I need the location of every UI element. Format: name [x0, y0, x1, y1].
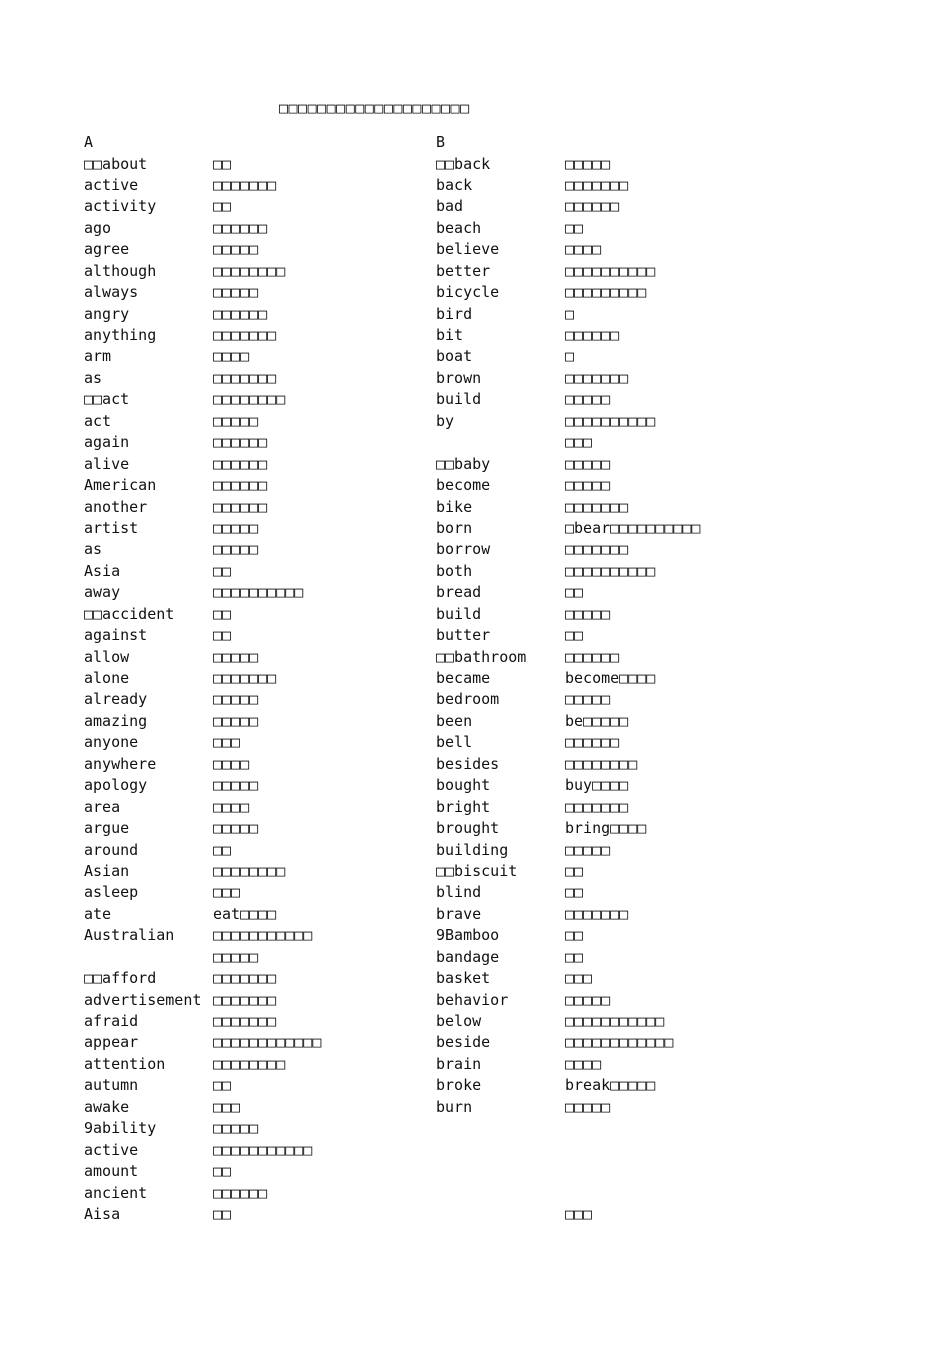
vocab-word: alone [84, 669, 130, 687]
vocab-row [84, 904, 277, 925]
vocab-word: already [84, 690, 148, 709]
vocab-meaning: □□□□□ [565, 690, 611, 709]
column-b-list [436, 154, 701, 1226]
vocab-meaning: □□ [213, 626, 232, 645]
vocab-word: ancient [84, 1183, 148, 1202]
vocab-row [84, 1054, 286, 1075]
vocab-word: asleep [84, 883, 139, 902]
vocab-meaning: □□□ [213, 883, 241, 902]
vocab-row [436, 818, 647, 839]
vocab-row [84, 797, 250, 818]
vocab-meaning: □□□□ [213, 797, 250, 816]
vocab-row [84, 196, 232, 217]
vocab-meaning: □□□□□ [565, 604, 611, 623]
vocab-row [84, 840, 232, 861]
vocab-row [436, 561, 656, 582]
vocab-meaning: □□□ [565, 1204, 593, 1223]
vocab-meaning: □□□ [213, 1097, 241, 1116]
vocab-word: act [84, 411, 112, 430]
vocab-row [436, 582, 584, 603]
vocab-word: bad [436, 197, 464, 216]
column-b-heading: B [436, 133, 446, 151]
vocab-meaning: □□□□□□□ [565, 797, 629, 816]
vocab-meaning: □□□□□□□□□□ [565, 261, 656, 280]
vocab-row [436, 218, 584, 239]
vocab-meaning: □□□□□□ [213, 454, 268, 473]
vocab-row [436, 1161, 445, 1182]
vocab-meaning: □□□□□□□□□□ [213, 583, 304, 602]
vocab-word: bird [436, 304, 473, 323]
vocab-row [84, 1075, 232, 1096]
vocab-meaning: □□□□□□□□ [213, 861, 286, 880]
vocab-row [84, 1097, 241, 1118]
vocab-row [436, 647, 620, 668]
vocab-row [436, 604, 611, 625]
vocab-meaning: □□□ [213, 733, 241, 752]
vocab-meaning: □□ [565, 218, 584, 237]
vocab-meaning: □□□□□□ [213, 497, 268, 516]
vocab-word: active [84, 1140, 139, 1159]
vocab-meaning: □□□□□ [213, 240, 259, 259]
vocab-row [84, 882, 241, 903]
vocab-word: besides [436, 754, 500, 773]
vocab-row [84, 647, 259, 668]
vocab-row [436, 1183, 445, 1204]
vocab-meaning: □□ [213, 561, 232, 580]
vocab-word: basket [436, 969, 491, 988]
vocab-meaning: □□□□□ [213, 518, 259, 537]
vocab-meaning: □□□□□ [213, 283, 259, 302]
column-a-list [84, 154, 322, 1226]
vocab-row [84, 668, 277, 689]
vocab-row [84, 604, 232, 625]
vocab-word: around [84, 840, 139, 859]
vocab-row [84, 497, 268, 518]
vocab-meaning: □□□□□□ [213, 476, 268, 495]
document-title: □□□□□□□□□□□□□□□□□□□□ [279, 99, 470, 117]
vocab-row [436, 1032, 674, 1053]
vocab-meaning: □□ [213, 1076, 232, 1095]
vocab-meaning: □□□□□□ [565, 326, 620, 344]
vocab-row [436, 968, 593, 989]
vocab-word: bicycle [436, 283, 500, 302]
vocab-row [436, 904, 629, 925]
vocab-word: been [436, 711, 473, 730]
vocab-row [436, 689, 611, 710]
vocab-row [436, 925, 584, 946]
vocab-row [436, 325, 620, 346]
vocab-row [436, 239, 602, 260]
vocab-meaning: □□□□□□ [213, 218, 268, 237]
vocab-row [84, 1032, 322, 1053]
vocab-word: bedroom [436, 690, 500, 709]
vocab-word: borrow [436, 540, 491, 559]
vocab-meaning: □□ [213, 1204, 232, 1223]
vocab-meaning: □□ [565, 883, 584, 902]
vocab-meaning: □□□□□ [565, 390, 611, 409]
vocab-meaning: be□□□□□ [565, 711, 629, 730]
vocab-meaning: □□□□□□□ [213, 1012, 277, 1030]
vocab-word: building [436, 840, 509, 859]
vocab-row [436, 711, 629, 732]
vocab-word: both [436, 561, 473, 580]
vocab-row [84, 711, 259, 732]
vocab-word: Asia [84, 561, 121, 580]
vocab-row [436, 625, 584, 646]
vocab-row [436, 432, 593, 453]
vocab-row [84, 475, 268, 496]
vocab-meaning: □□□□ [565, 1054, 602, 1073]
vocab-row [84, 1118, 259, 1139]
vocab-row [84, 1161, 232, 1182]
vocab-meaning: □□□□ [565, 240, 602, 259]
vocab-meaning: □□ [565, 947, 584, 966]
vocab-word: □□baby [436, 454, 491, 473]
vocab-row [84, 925, 313, 946]
vocab-meaning: □□ [213, 604, 232, 623]
vocab-word: boat [436, 347, 473, 366]
vocab-meaning: □□□ [565, 969, 593, 988]
vocab-meaning: □□□□□□□ [213, 368, 277, 387]
vocab-meaning: □□ [213, 840, 232, 859]
vocab-meaning: □□ [565, 926, 584, 945]
vocab-row [436, 1097, 611, 1118]
vocab-meaning: buy□□□□ [565, 776, 629, 795]
vocab-meaning: □□□□□□□□ [213, 1054, 286, 1073]
vocab-row [84, 389, 286, 410]
vocab-meaning: □□□□□□ [565, 733, 620, 752]
vocab-row [436, 346, 575, 367]
vocab-meaning: □□□□□ [213, 540, 259, 559]
vocab-word: become [436, 476, 491, 495]
vocab-word: always [84, 283, 139, 302]
vocab-meaning: □□□□□□□ [213, 326, 277, 344]
vocab-meaning: □□□□□□ [213, 304, 268, 323]
vocab-meaning: □□□□□ [565, 840, 611, 859]
vocab-row [84, 239, 259, 260]
vocab-word: born [436, 518, 473, 537]
vocab-word: □□back [436, 154, 491, 173]
vocab-row [436, 454, 611, 475]
column-b [436, 132, 701, 1225]
vocab-row [84, 732, 241, 753]
vocab-row [436, 947, 584, 968]
vocab-meaning: □□□□□ [213, 690, 259, 709]
vocab-word: against [84, 626, 148, 645]
vocab-row [84, 818, 259, 839]
vocab-word: angry [84, 304, 130, 323]
vocab-row [436, 282, 647, 303]
vocab-row [436, 475, 611, 496]
vocab-row [436, 1204, 593, 1225]
vocab-row [436, 518, 701, 539]
vocab-word: as [84, 540, 103, 559]
vocab-word: as [84, 368, 103, 387]
vocab-word: □□about [84, 154, 148, 173]
vocab-word: build [436, 604, 482, 623]
vocab-meaning: □□□□□□□□ [565, 754, 638, 773]
vocab-word: anywhere [84, 754, 157, 773]
vocab-row [436, 797, 629, 818]
vocab-meaning: □□□□□ [565, 454, 611, 473]
vocab-row [436, 304, 575, 325]
vocab-row [84, 561, 232, 582]
vocab-word: below [436, 1012, 482, 1030]
vocab-meaning: □□ [565, 861, 584, 880]
vocab-word: □□bathroom [436, 647, 527, 666]
vocab-row [84, 368, 277, 389]
vocab-word: apology [84, 776, 148, 795]
vocab-meaning: □□□□ [213, 347, 250, 366]
vocab-meaning: □□□□□□□□□□ [565, 411, 656, 430]
vocab-meaning: □□□□□□□ [565, 904, 629, 923]
vocab-row [84, 518, 259, 539]
vocab-row [84, 775, 259, 796]
vocab-meaning: □□□□□ [213, 1119, 259, 1138]
vocab-row [84, 689, 259, 710]
vocab-word: anyone [84, 733, 139, 752]
vocab-row [84, 754, 250, 775]
column-a-heading: A [84, 133, 94, 151]
vocab-meaning: □□□ [565, 433, 593, 452]
vocab-row [436, 196, 620, 217]
vocab-word: anything [84, 326, 157, 344]
vocab-meaning: □□□□□□□□□ [565, 283, 647, 302]
vocab-word: agree [84, 240, 130, 259]
vocab-row [436, 732, 620, 753]
vocab-meaning: □□□□□□ [213, 1183, 268, 1202]
vocab-word: brain [436, 1054, 482, 1073]
vocab-row [84, 1204, 232, 1225]
vocab-meaning: □□□□□□ [565, 197, 620, 216]
vocab-meaning: □□ [565, 626, 584, 645]
vocab-row [84, 947, 259, 968]
vocab-meaning: eat□□□□ [213, 904, 277, 923]
vocab-meaning: □□□□□□□□□□□ [213, 1140, 313, 1159]
vocab-word: □□act [84, 390, 130, 409]
vocab-row [436, 861, 584, 882]
vocab-meaning: □□□□□□□ [565, 497, 629, 516]
vocab-meaning: □□□□□□ [213, 433, 268, 452]
vocab-word: amount [84, 1162, 139, 1181]
vocab-meaning: □□ [213, 154, 232, 173]
vocab-word: although [84, 261, 157, 280]
vocab-word: better [436, 261, 491, 280]
vocab-meaning: □□□□□□□□□□□ [565, 1012, 665, 1030]
vocab-meaning: □□□□□□□ [565, 368, 629, 387]
vocab-row [84, 968, 277, 989]
vocab-row [436, 668, 656, 689]
vocab-word: alive [84, 454, 130, 473]
vocab-word: brave [436, 904, 482, 923]
vocab-row [84, 282, 259, 303]
vocab-row [436, 175, 629, 196]
vocab-row [84, 454, 268, 475]
vocab-row [436, 990, 611, 1011]
vocab-row [436, 1075, 656, 1096]
vocab-word: argue [84, 819, 130, 838]
vocab-word: area [84, 797, 121, 816]
vocab-word: bought [436, 776, 491, 795]
vocab-meaning: □□ [565, 583, 584, 602]
vocab-word: bright [436, 797, 491, 816]
vocab-meaning: □□□□□ [213, 647, 259, 666]
vocab-word: attention [84, 1054, 166, 1073]
vocab-word: □□accident [84, 604, 175, 623]
vocab-row [436, 775, 629, 796]
vocab-row [436, 368, 629, 389]
vocab-meaning: □□□□□□□ [213, 175, 277, 194]
vocab-meaning: □□□□□□□□□□□ [213, 926, 313, 945]
vocab-meaning: □□□□□□□ [565, 540, 629, 559]
vocab-row [436, 1140, 445, 1161]
vocab-word: again [84, 433, 130, 452]
vocab-word: away [84, 583, 121, 602]
vocab-row [436, 840, 611, 861]
vocab-row [84, 1183, 268, 1204]
vocab-meaning: □□□□□ [213, 776, 259, 795]
vocab-word: behavior [436, 990, 509, 1009]
vocab-row [84, 346, 250, 367]
vocab-meaning: bring□□□□ [565, 819, 647, 838]
vocab-word: artist [84, 518, 139, 537]
vocab-word: 9ability [84, 1119, 157, 1138]
vocab-word: became [436, 669, 491, 687]
vocab-meaning: □□□□□ [565, 1097, 611, 1116]
vocab-word: believe [436, 240, 500, 259]
vocab-word: bike [436, 497, 473, 516]
vocab-row [436, 1011, 665, 1032]
vocab-word: ate [84, 904, 112, 923]
vocab-row [84, 261, 286, 282]
vocab-row [84, 990, 277, 1011]
vocab-row [436, 411, 656, 432]
vocab-word: 9Bamboo [436, 926, 500, 945]
vocab-word: Australian [84, 926, 175, 945]
vocab-row [84, 218, 268, 239]
vocab-word: afraid [84, 1012, 139, 1030]
vocab-row [84, 154, 232, 175]
vocab-row [84, 582, 304, 603]
vocab-meaning: break□□□□□ [565, 1076, 656, 1095]
vocab-word: bit [436, 326, 464, 344]
vocab-meaning: □□□□□□ [565, 647, 620, 666]
vocab-meaning: □□□□□□□□□□□□ [213, 1033, 322, 1052]
vocab-word: □□biscuit [436, 861, 518, 880]
vocab-row [84, 1140, 313, 1161]
vocab-meaning: □□□□□ [565, 990, 611, 1009]
vocab-word: appear [84, 1033, 139, 1052]
vocab-word: amazing [84, 711, 148, 730]
vocab-word: ago [84, 218, 112, 237]
vocab-meaning: □□□□ [213, 754, 250, 773]
vocab-meaning: □□□□□□□ [565, 175, 629, 194]
vocab-meaning: □□□□□ [213, 711, 259, 730]
vocab-row [436, 1054, 602, 1075]
vocab-meaning: □□ [213, 1162, 232, 1181]
vocab-word: Asian [84, 861, 130, 880]
vocab-row [84, 539, 259, 560]
vocab-meaning: □□□□□□□□□□ [565, 561, 656, 580]
vocab-word: American [84, 476, 157, 495]
vocab-meaning: □□□□□ [213, 819, 259, 838]
vocab-word: back [436, 175, 473, 194]
vocab-meaning: □□□□□ [565, 154, 611, 173]
vocab-word: beside [436, 1033, 491, 1052]
vocab-word: brown [436, 368, 482, 387]
vocab-row [436, 539, 629, 560]
vocab-word: arm [84, 347, 112, 366]
column-a [84, 132, 322, 1225]
vocab-row [436, 389, 611, 410]
vocab-row [84, 861, 286, 882]
vocab-row [436, 1118, 445, 1139]
vocab-row [84, 325, 277, 346]
vocab-row [84, 411, 259, 432]
vocab-row [84, 1011, 277, 1032]
vocab-word: blind [436, 883, 482, 902]
vocab-word: beach [436, 218, 482, 237]
vocab-word: allow [84, 647, 130, 666]
vocab-meaning: □□□□□ [565, 476, 611, 495]
vocab-meaning: □ [565, 304, 575, 323]
vocab-word: Aisa [84, 1204, 121, 1223]
vocab-word: bread [436, 583, 482, 602]
vocab-word: broke [436, 1076, 482, 1095]
vocab-word: active [84, 175, 139, 194]
vocab-meaning: □□□□□ [213, 947, 259, 966]
vocab-meaning: □□□□□□□□□□□□ [565, 1033, 674, 1052]
vocab-row [436, 882, 584, 903]
vocab-word: awake [84, 1097, 130, 1116]
vocab-meaning: become□□□□ [565, 669, 656, 687]
vocab-row [84, 432, 268, 453]
vocab-word: burn [436, 1097, 473, 1116]
vocab-row [436, 261, 656, 282]
vocab-meaning: □ [565, 347, 575, 366]
vocab-word: bandage [436, 947, 500, 966]
vocab-row [436, 154, 611, 175]
vocab-meaning: □□□□□□□ [213, 990, 277, 1009]
vocab-row [84, 625, 232, 646]
vocab-word: □□afford [84, 969, 157, 988]
vocab-word: by [436, 411, 455, 430]
vocab-row [436, 754, 638, 775]
vocab-word: another [84, 497, 148, 516]
vocab-meaning: □□□□□□□ [213, 969, 277, 988]
vocab-meaning: □□ [213, 197, 232, 216]
vocab-word: bell [436, 733, 473, 752]
vocab-word: build [436, 390, 482, 409]
vocab-word: activity [84, 197, 157, 216]
vocab-word: brought [436, 819, 500, 838]
vocab-meaning: □□□□□□□□ [213, 261, 286, 280]
vocab-meaning: □□□□□□□ [213, 669, 277, 687]
vocab-meaning: □bear□□□□□□□□□□ [565, 518, 701, 537]
vocab-row [84, 175, 277, 196]
vocab-word: advertisement [84, 990, 202, 1009]
vocab-word: butter [436, 626, 491, 645]
vocab-row [436, 497, 629, 518]
vocab-row [84, 304, 268, 325]
vocab-word: autumn [84, 1076, 139, 1095]
vocab-meaning: □□□□□ [213, 411, 259, 430]
vocab-meaning: □□□□□□□□ [213, 390, 286, 409]
